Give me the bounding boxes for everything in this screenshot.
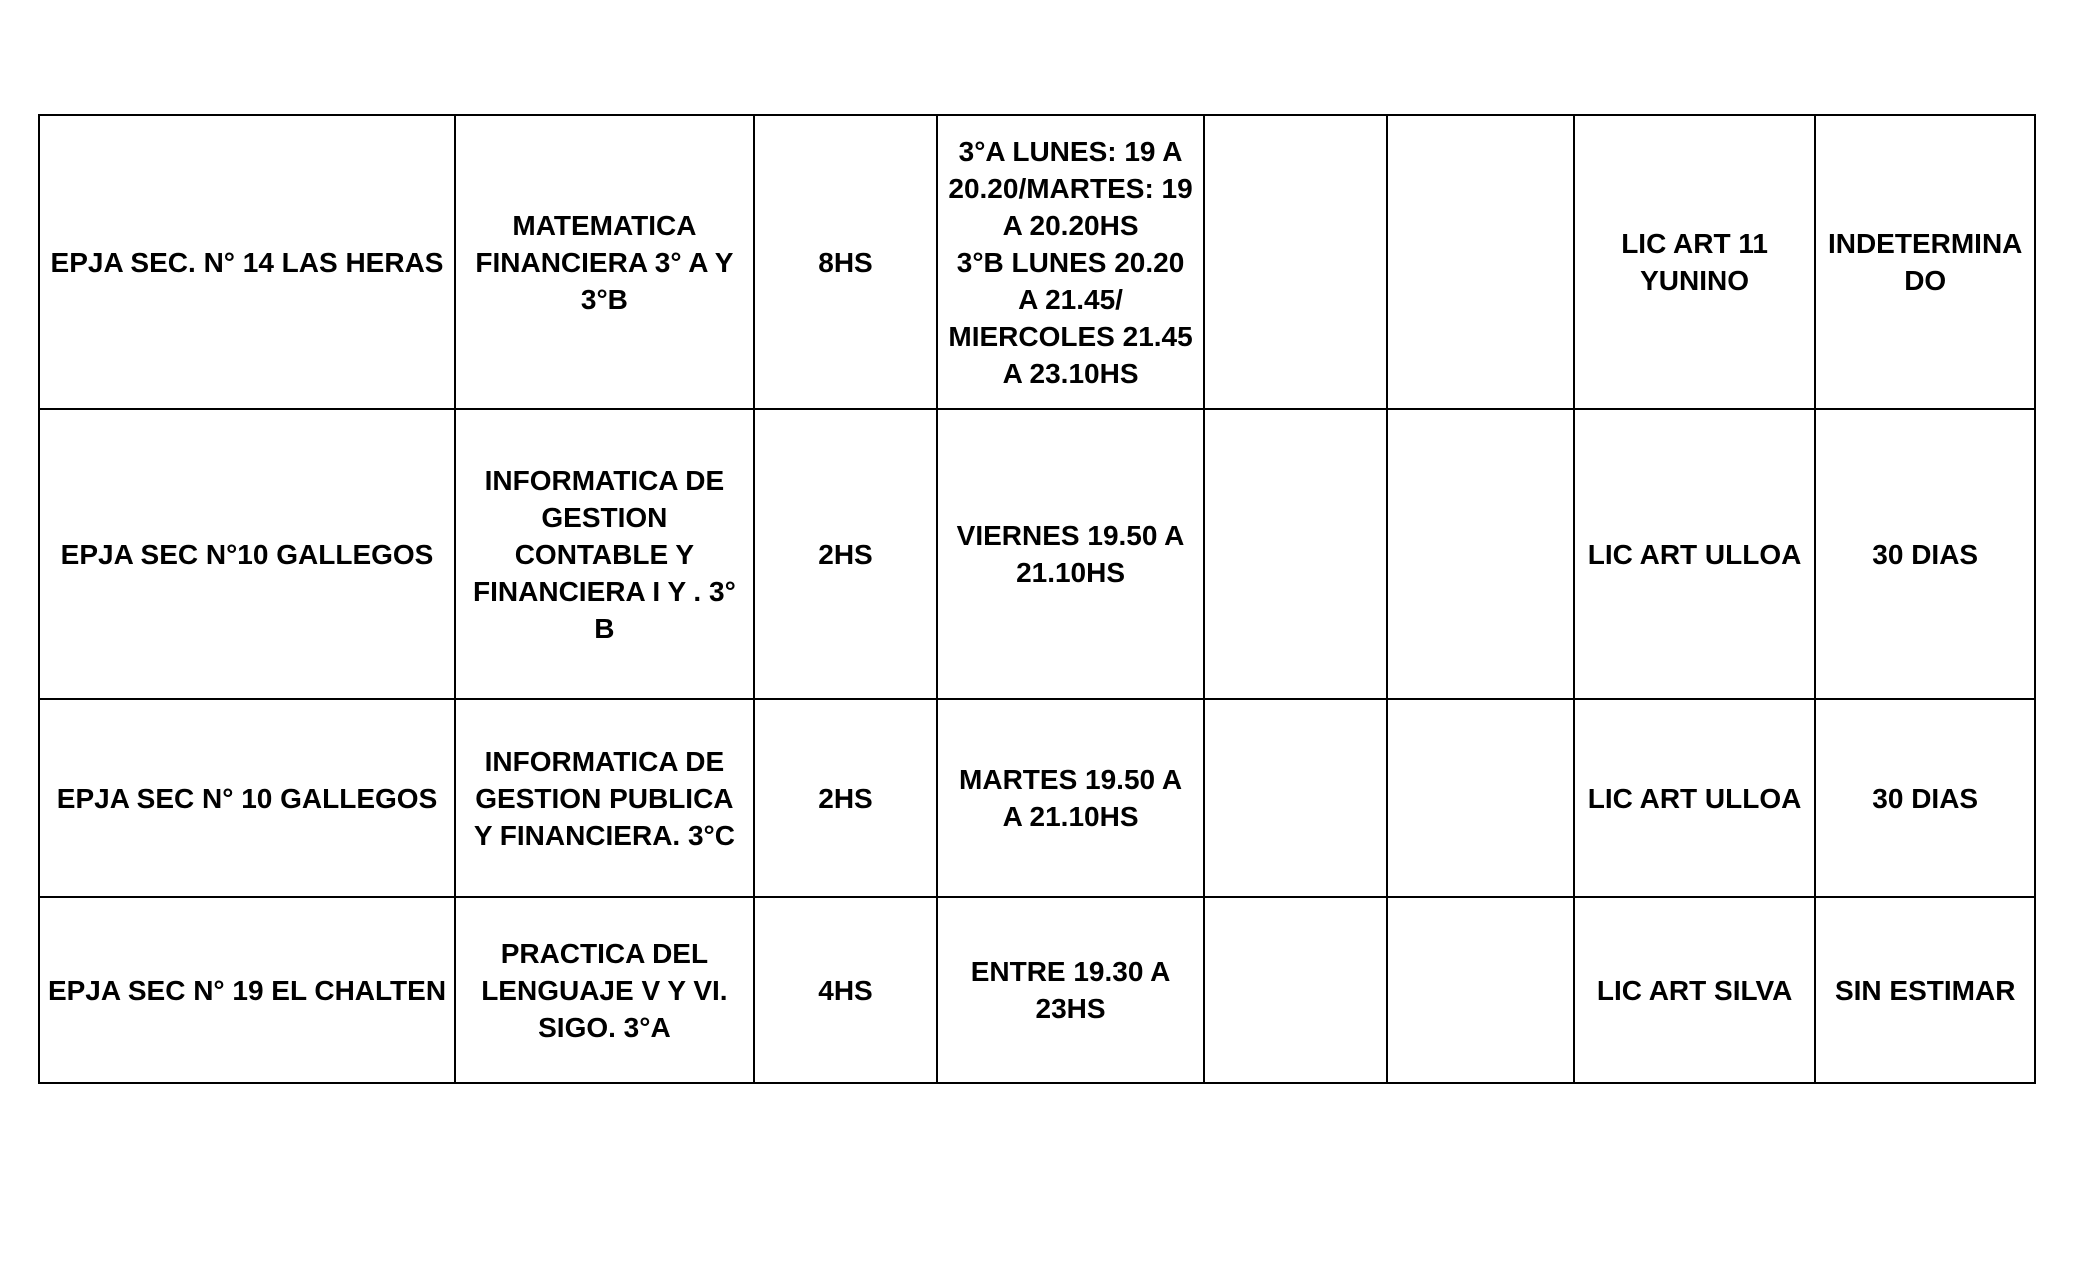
schedule-cell: ENTRE 19.30 A 23HS — [937, 897, 1204, 1083]
duration-cell: SIN ESTIMAR — [1815, 897, 2035, 1083]
empty-cell — [1204, 115, 1387, 409]
table-row — [39, 699, 2035, 897]
hours-cell: 8HS — [754, 115, 937, 409]
leave-cell: LIC ART ULLOA — [1574, 409, 1816, 699]
empty-cell — [1387, 699, 1573, 897]
empty-cell — [1204, 409, 1387, 699]
schedule-cell: VIERNES 19.50 A 21.10HS — [937, 409, 1204, 699]
subject-cell: PRACTICA DEL LENGUAJE V Y VI. SIGO. 3°A — [455, 897, 754, 1083]
school-cell: EPJA SEC N°10 GALLEGOS — [39, 409, 455, 699]
school-cell: EPJA SEC N° 19 EL CHALTEN — [39, 897, 455, 1083]
empty-cell — [1387, 897, 1573, 1083]
hours-cell: 2HS — [754, 409, 937, 699]
empty-cell — [1204, 699, 1387, 897]
table-row — [39, 409, 2035, 699]
empty-cell — [1387, 115, 1573, 409]
subject-cell: INFORMATICA DE GESTION CONTABLE Y FINANCIERA I Y . 3° B — [455, 409, 754, 699]
subject-cell: INFORMATICA DE GESTION PUBLICA Y FINANCIERA. 3°C — [455, 699, 754, 897]
schedule-cell: MARTES 19.50 A A 21.10HS — [937, 699, 1204, 897]
leave-cell: LIC ART ULLOA — [1574, 699, 1816, 897]
school-cell: EPJA SEC. N° 14 LAS HERAS — [39, 115, 455, 409]
table-row — [39, 115, 2035, 409]
hours-cell: 2HS — [754, 699, 937, 897]
vacancies-table — [38, 114, 2036, 1084]
empty-cell — [1387, 409, 1573, 699]
empty-cell — [1204, 897, 1387, 1083]
duration-cell: 30 DIAS — [1815, 409, 2035, 699]
table-row — [39, 897, 2035, 1083]
schedule-cell: 3°A LUNES: 19 A 20.20/MARTES: 19 A 20.20HS 3°B LUNES 20.20 A 21.45/ MIERCOLES 21.45 A 23.10HS — [937, 115, 1204, 409]
leave-cell: LIC ART SILVA — [1574, 897, 1816, 1083]
leave-cell: LIC ART 11 YUNINO — [1574, 115, 1816, 409]
hours-cell: 4HS — [754, 897, 937, 1083]
duration-cell: INDETERMINADO — [1815, 115, 2035, 409]
duration-cell: 30 DIAS — [1815, 699, 2035, 897]
school-cell: EPJA SEC N° 10 GALLEGOS — [39, 699, 455, 897]
subject-cell: MATEMATICA FINANCIERA 3° A Y 3°B — [455, 115, 754, 409]
